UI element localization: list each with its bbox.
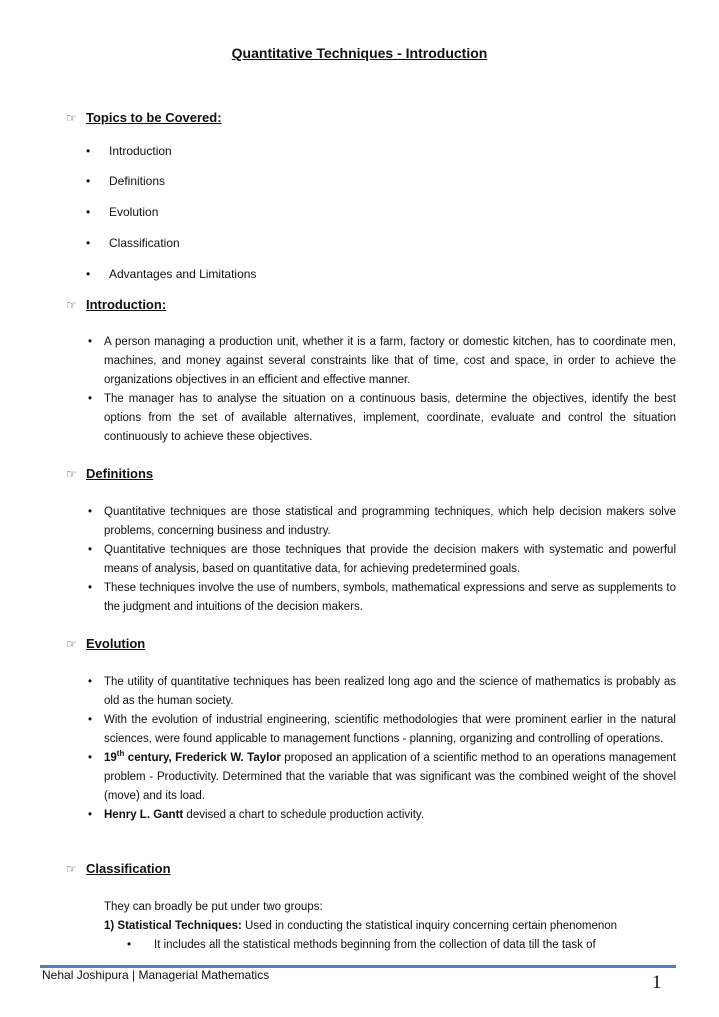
section-evolution-heading: ☞ Evolution xyxy=(66,636,146,651)
list-item: • 19th century, Frederick W. Taylor proposed an application of a scientific method to an operations management problem - Productivity. Determined that the variable that was significant was the combined weight of the shovel (move) and its load. xyxy=(86,749,676,806)
footer-text: Nehal Joshipura | Managerial Mathematics xyxy=(42,968,270,982)
list-item: • Quantitative techniques are those techniques that provide the decision makers with systematic and powerful means of analysis, based on quantitative data, for achieving predetermined goals. xyxy=(86,541,676,579)
pointing-hand-icon: ☞ xyxy=(66,111,77,125)
classification-group-1: 1) Statistical Techniques: Used in conducting the statistical inquiry concerning certain phenomenon xyxy=(104,920,618,932)
list-item: • It includes all the statistical methods beginning from the collection of data till the task of xyxy=(127,936,676,955)
section-topics-heading: ☞ Topics to be Covered: xyxy=(66,110,222,125)
list-item: • With the evolution of industrial engineering, scientific methodologies that were prominent earlier in the natural sciences, were found applicable to management functions - planning, organizing and controlling of operations. xyxy=(86,711,676,749)
page-title: Quantitative Techniques - Introduction xyxy=(231,45,488,61)
definitions-list xyxy=(86,503,676,617)
list-item: • The utility of quantitative techniques has been realized long ago and the science of mathematics is probably as old as the human society. xyxy=(86,673,676,711)
section-definitions-heading: ☞ Definitions xyxy=(66,466,154,481)
introduction-list xyxy=(86,333,676,447)
list-item: • A person managing a production unit, whether it is a farm, factory or domestic kitchen, has to coordinate men, machines, and money against several constraints like that of time, cost and space, in order to achieve the organizations objectives in an efficient and effective manner. xyxy=(86,333,676,390)
topic-item: • Introduction xyxy=(86,144,172,158)
evolution-list xyxy=(86,673,676,825)
classification-intro: They can broadly be put under two groups: xyxy=(104,901,323,913)
topic-item: • Evolution xyxy=(86,205,159,219)
section-classification-heading: ☞ Classification xyxy=(66,861,171,876)
list-item: • Quantitative techniques are those statistical and programming techniques, which help decision makers solve problems, concerning business and industry. xyxy=(86,503,676,541)
topic-item: • Classification xyxy=(86,236,180,250)
topic-item: • Definitions xyxy=(86,174,166,188)
classification-sublist xyxy=(127,936,676,955)
pointing-hand-icon: ☞ xyxy=(66,637,77,651)
topic-item: • Advantages and Limitations xyxy=(86,267,257,281)
pointing-hand-icon: ☞ xyxy=(66,467,77,481)
page-number: 1 xyxy=(652,972,662,993)
list-item: • The manager has to analyse the situation on a continuous basis, determine the objectives, identify the best options from the set of available alternatives, implement, coordinate, evaluate and control the situation continuously to achieve these objectives. xyxy=(86,390,676,447)
pointing-hand-icon: ☞ xyxy=(66,862,77,876)
list-item: • Henry L. Gantt devised a chart to schedule production activity. xyxy=(86,806,676,825)
section-introduction-heading: ☞ Introduction: xyxy=(66,297,167,312)
pointing-hand-icon: ☞ xyxy=(66,298,77,312)
list-item: • These techniques involve the use of numbers, symbols, mathematical expressions and serve as supplements to the judgment and intuitions of the decision makers. xyxy=(86,579,676,617)
